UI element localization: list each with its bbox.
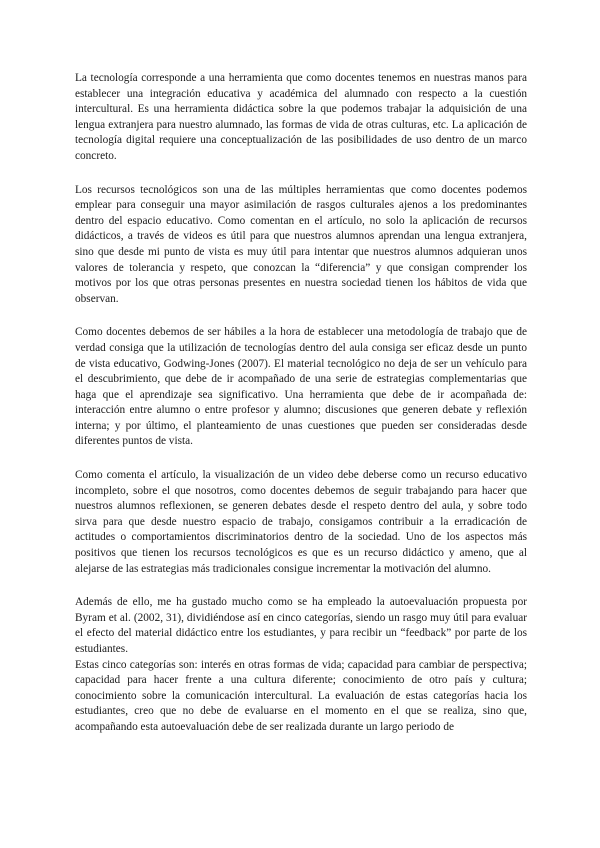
document-body xyxy=(75,71,527,736)
paragraph-teaching-methodology: Como docentes debemos de ser hábiles a la hora de establecer una metodología de trabajo que de verdad consiga que la utilización de tecnologías dentro del aula consiga ser eficaz desde un punto de vista educativo, Godwing-Jones (2007). El material tecnológico no deja de ser un vehículo para el descubrimiento, que debe de ir acompañado de una serie de estrategias complementarias que haga que el aprendizaje sea significativo. Una herramienta que debe de ir acompañada de: interacción entre alumno o entre profesor y alumno; discusiones que generen debate y reflexión interna; y por último, el planteamiento de unas cuestiones que pueden ser consideradas desde diferentes puntos de vista. xyxy=(75,326,527,448)
paragraph-video-visualization: Como comenta el artículo, la visualización de un video debe deberse como un recurso educativo incompleto, sobre el que nosotros, como docentes debemos de seguir trabajando para hacer que nuestros alumnos reflexionen, se generen debates desde el respeto dentro del aula, y sobre todo sirva para que desde nuestro espacio de trabajo, consigamos contribuir a la erradicación de actitudes o comportamientos discriminatorios dentro de la sociedad. Uno de los aspectos más positivos que tienen los recursos tecnológicos es que es un recurso didáctico y ameno, que al alejarse de las estrategias más tradicionales consigue incrementar la motivación del alumno. xyxy=(75,469,527,575)
paragraph-technological-resources: Los recursos tecnológicos son una de las múltiples herramientas que como docentes podemos emplear para conseguir una mayor asimilación de rasgos culturales ajenos a los predominantes dentro del espacio educativo. Como comentan en el artículo, no solo la aplicación de recursos didácticos, a través de videos es útil para que nuestros alumnos aprendan una lengua extranjera, sino que desde mi punto de vista es muy útil para intentar que nuestros alumnos adquieran unos valores de tolerancia y respeto, que conozcan la “diferencia” y que consigan comprender los motivos por los que otras personas presentes en nuestra sociedad tienen los hábitos de vida que observan. xyxy=(75,183,527,305)
paragraph-five-categories: Estas cinco categorías son: interés en otras formas de vida; capacidad para cambiar de perspectiva; capacidad para hacer frente a una cultura diferente; conocimiento de otro país y cultura; conocimiento sobre la comunicación intercultural. La evaluación de estas categorías hacia los estudiantes, creo que no debe de evaluarse en el momento en el que se realiza, sino que, acompañando esta autoevaluación debe de ser realizada durante un largo periodo de xyxy=(75,658,527,733)
paragraph-technology-intro: La tecnología corresponde a una herramienta que como docentes tenemos en nuestras manos para establecer una integración educativa y académica del alumnado con respecto a la cuestión intercultural. Es una herramienta didáctica sobre la que podemos trabajar la adquisición de una lengua extranjera para nuestro alumnado, las formas de vida de otras culturas, etc. La aplicación de tecnología digital requiere una conceptualización de las posibilidades de uso dentro de un marco concreto. xyxy=(75,72,527,162)
paragraph-self-assessment: Además de ello, me ha gustado mucho como se ha empleado la autoevaluación propuesta por Byram et al. (2002, 31), dividiéndose así en cinco categorías, siendo un rasgo muy útil para evaluar el efecto del material didáctico entre los estudiantes, y para recibir un “feedback” por parte de los estudiantes. xyxy=(75,596,527,655)
